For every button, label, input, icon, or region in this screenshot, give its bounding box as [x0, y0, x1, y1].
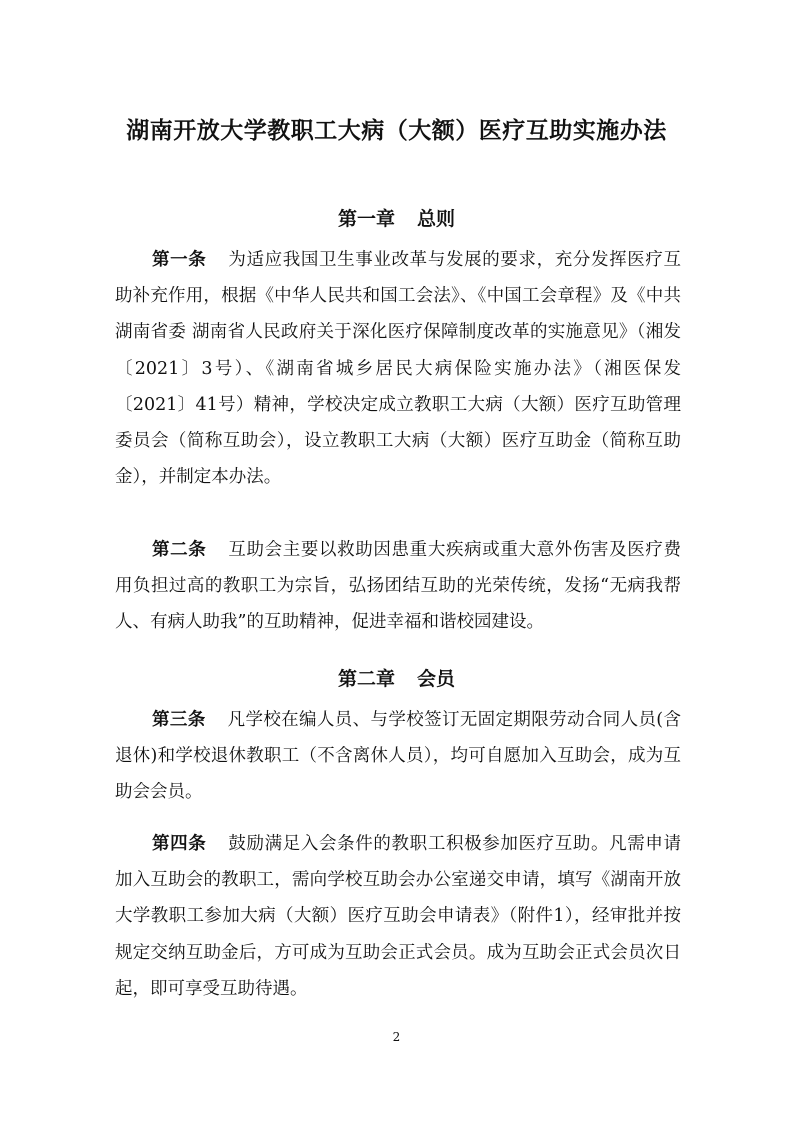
chapter-heading-2 [0, 664, 793, 691]
article-label: 第三条 [152, 710, 206, 730]
page-number: 2 [392, 1030, 401, 1044]
article-label: 第四条 [152, 834, 207, 854]
article-text: 鼓励满足入会条件的教职工积极参加医疗互助。凡需申请加入互助会的教职工，需向学校互助会办公室递交申请，填写《湖南开放大学教职工参加大病（大额）医疗互助会申请表》（附件1），经审批并按规定交纳互助金后，方可成为互助会正式会员。成为互助会正式会员次日起，即可享受互助待遇。 [115, 834, 681, 999]
article-label: 第二条 [152, 540, 207, 560]
article-text: 凡学校在编人员、与学校签订无固定期限劳动合同人员(含退休)和学校退休教职工（不含离休人员），均可自愿加入互助会，成为互助会会员。 [115, 710, 682, 803]
chapter-number: 第二章 [337, 668, 395, 690]
article-text: 互助会主要以救助因患重大疾病或重大意外伤害及医疗费用负担过高的教职工为宗旨，弘扬团结互助的光荣传统，发扬“无病我帮人、有病人助我”的互助精神，促进幸福和谐校园建设。 [115, 540, 681, 633]
article-paragraph [115, 702, 681, 811]
document-title: 湖南开放大学教职工大病（大额）医疗互助实施办法 [126, 118, 667, 144]
chapter-heading-1 [0, 204, 793, 231]
article-label: 第一条 [152, 250, 207, 270]
chapter-name: 总则 [417, 208, 456, 230]
article-paragraph [115, 532, 681, 641]
article-paragraph [115, 826, 681, 1007]
chapter-number: 第一章 [337, 208, 395, 230]
article-paragraph [115, 242, 681, 495]
chapter-name: 会员 [417, 668, 456, 690]
article-text: 为适应我国卫生事业改革与发展的要求，充分发挥医疗互助补充作用，根据《中华人民共和国工会法》、《中国工会章程》及《中共湖南省委 湖南省人民政府关于深化医疗保障制度改革的实施意见》（湘发〔2021〕3号）、《湖南省城乡居民大病保险实施办法》（湘医保发〔2021〕41号）精神，学校决定成立教职工大病（大额）医疗互助管理委员会（简称互助会），设立教职工大病（大额）医疗互助金（简称互助金），并制定本办法。 [115, 250, 681, 488]
